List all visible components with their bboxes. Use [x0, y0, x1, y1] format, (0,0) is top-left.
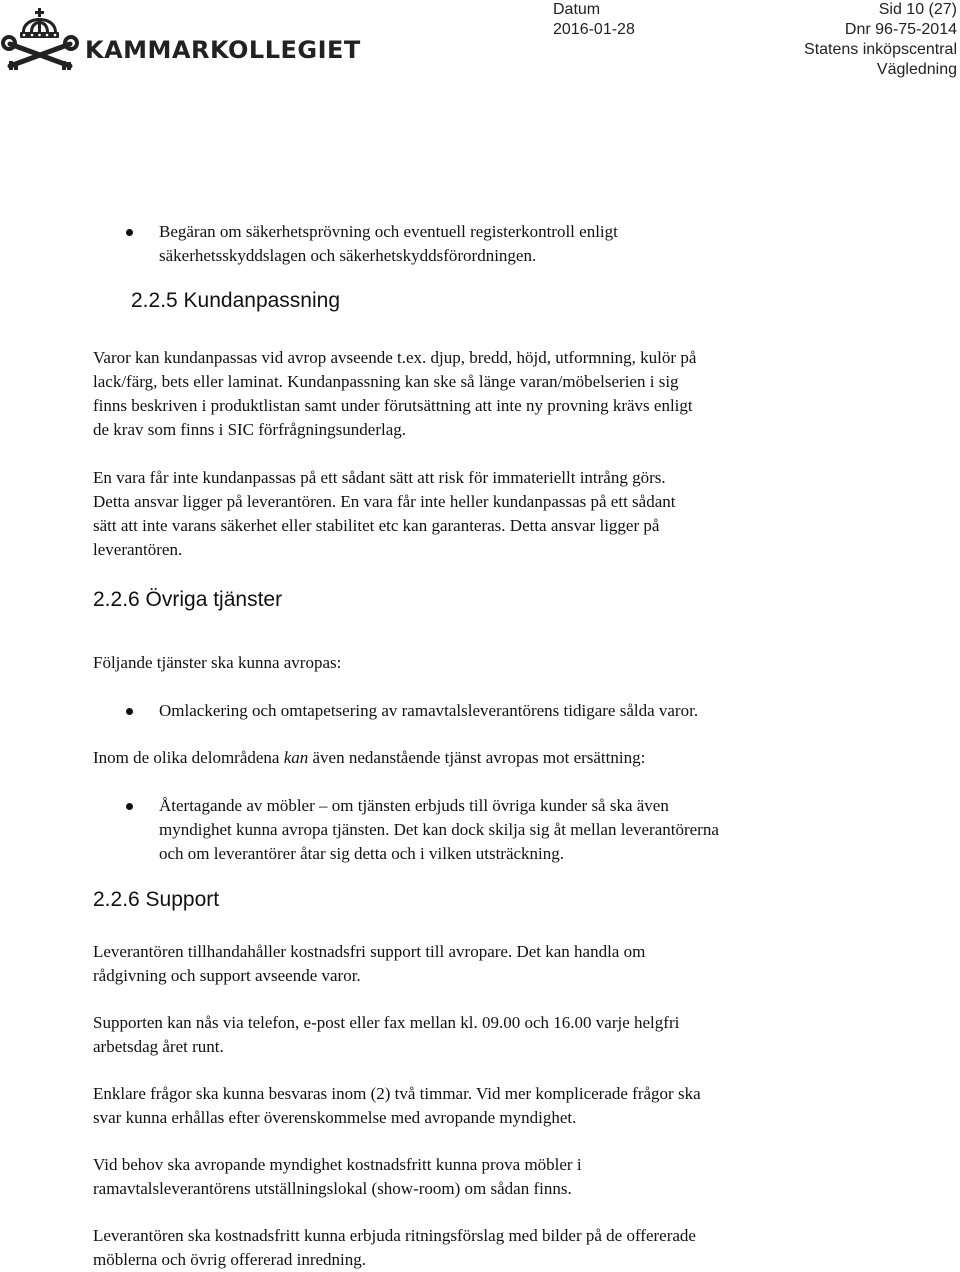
paragraph: Följande tjänster ska kunna avropas: — [93, 653, 342, 672]
registration-number: Dnr 96-75-2014 — [844, 21, 957, 38]
paragraph-line: Detta ansvar ligger på leverantören. En vara får inte heller kundanpassas på ett sådant — [93, 492, 676, 511]
paragraph-text: Inom de olika delområdena — [93, 748, 284, 767]
section-heading-ovriga-tjanster: 2.2.6 Övriga tjänster — [93, 588, 283, 611]
paragraph-text: även nedanstående tjänst avropas mot ersättning: — [308, 748, 646, 767]
logo-wordmark: KAMMARKOLLEGIET — [85, 36, 361, 64]
list-item — [159, 794, 879, 866]
paragraph-line: Enklare frågor ska kunna besvaras inom (2) två timmar. Vid mer komplicerade frågor ska — [93, 1084, 701, 1103]
paragraph — [93, 466, 873, 562]
list-item: Begäran om säkerhetsprövning och eventuell registerkontroll enligt säkerhetsskyddslagen och säkerhetskyddsförordningen. — [159, 222, 618, 265]
paragraph-line: ramavtalsleverantörens utställningslokal (show-room) om sådan finns. — [93, 1179, 572, 1198]
paragraph — [93, 1153, 873, 1201]
paragraph-line: rådgivning och support avseende varor. — [93, 966, 361, 985]
bullet-icon — [126, 803, 133, 810]
paragraph — [93, 940, 873, 988]
paragraph-line: Varor kan kundanpassas vid avrop avseende t.ex. djup, bredd, höjd, utformning, kulör på — [93, 348, 697, 367]
bullet-icon — [126, 229, 133, 236]
document-type: Vägledning — [876, 61, 957, 78]
paragraph — [93, 346, 873, 442]
paragraph — [93, 746, 873, 770]
paragraph-line: Vid behov ska avropande myndighet kostnadsfritt kunna prova möbler i — [93, 1155, 582, 1174]
crown-crest-icon — [0, 6, 80, 70]
organization-name: Statens inköpscentral — [804, 41, 957, 58]
list-item-line: Återtagande av möbler – om tjänsten erbjuds till övriga kunder så ska även — [159, 796, 669, 815]
list-item-line: myndighet kunna avropa tjänsten. Det kan dock skilja sig åt mellan leverantörerna — [159, 820, 719, 839]
paragraph-line: Supporten kan nås via telefon, e-post eller fax mellan kl. 09.00 och 16.00 varje helgfri — [93, 1013, 680, 1032]
paragraph-line: arbetsdag året runt. — [93, 1037, 224, 1056]
emphasized-text: kan — [283, 748, 309, 767]
list-item-line: och om leverantörer åtar sig detta och i vilken utsträckning. — [159, 844, 565, 863]
paragraph-line: finns beskriven i produktlistan samt under förutsättning att inte ny provning krävs enligt — [93, 396, 693, 415]
paragraph-line: de krav som finns i SIC förfrågningsunderlag. — [93, 420, 407, 439]
paragraph — [93, 1082, 873, 1130]
list-item: Omlackering och omtapetsering av ramavtalsleverantörens tidigare sålda varor. — [159, 701, 699, 720]
section-heading-kundanpassning: 2.2.5 Kundanpassning — [131, 289, 341, 312]
paragraph — [93, 1224, 873, 1272]
page-number: Sid 10 (27) — [878, 1, 957, 18]
paragraph-line: lack/färg, bets eller laminat. Kundanpassning kan ske så länge varan/möbelserien i sig — [93, 372, 679, 391]
paragraph-line: svar kunna erhållas efter överenskommelse med avropande myndighet. — [93, 1108, 577, 1127]
date-label: Datum — [553, 1, 601, 18]
paragraph-line: Leverantören tillhandahåller kostnadsfri support till avropare. Det kan handla om — [93, 942, 646, 961]
paragraph-line: leverantören. — [93, 540, 183, 559]
document-date: 2016-01-28 — [553, 21, 635, 38]
section-heading-support: 2.2.6 Support — [93, 888, 220, 911]
bullet-icon — [126, 708, 133, 715]
paragraph-line: möblerna och övrig offererad inredning. — [93, 1250, 367, 1269]
paragraph-line: Leverantören ska kostnadsfritt kunna erbjuda ritningsförslag med bilder på de offererade — [93, 1226, 696, 1245]
kammarkollegiet-logo — [0, 6, 361, 70]
paragraph-line: sätt att inte varans säkerhet eller stabilitet etc kan garanteras. Detta ansvar ligger på — [93, 516, 660, 535]
paragraph-line: En vara får inte kundanpassas på ett sådant sätt att risk för immateriellt intrång görs. — [93, 468, 666, 487]
paragraph — [93, 1011, 873, 1059]
